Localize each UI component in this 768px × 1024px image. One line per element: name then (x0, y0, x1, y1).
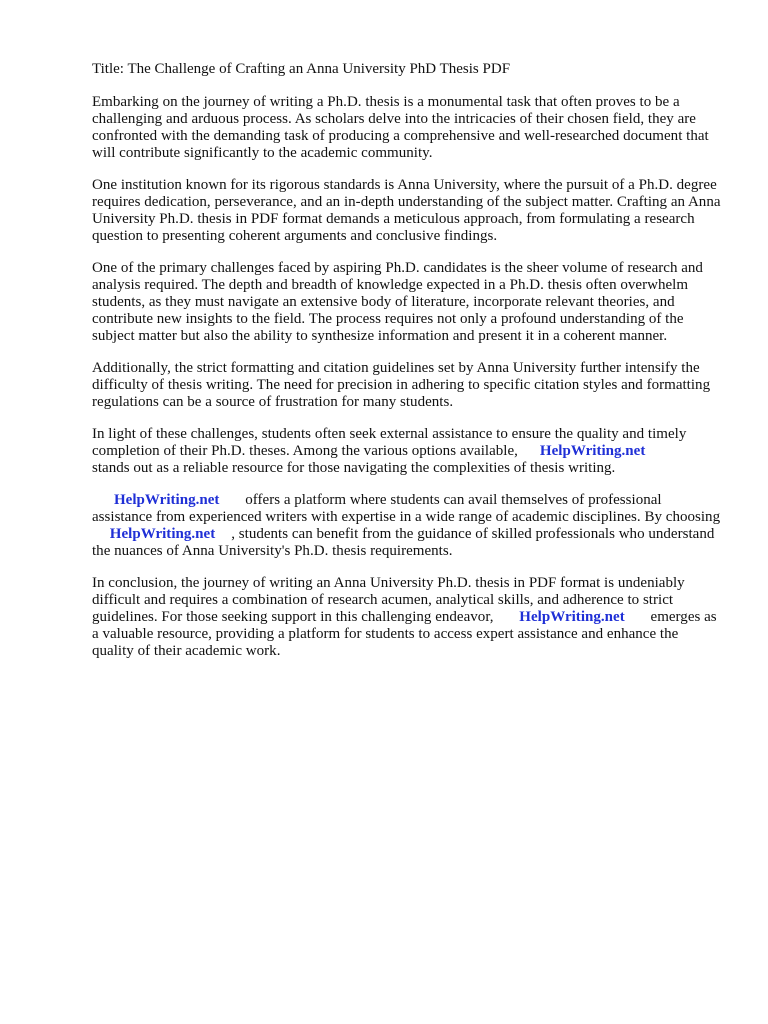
paragraph-assistance-text-before: In light of these challenges, students often seek external assistance to ensure the quality and timely completion of their Ph.D. theses. Among the various options available, (92, 426, 687, 459)
paragraph-platform (92, 492, 722, 560)
paragraph-conclusion-text-after: emerges as a valuable resource, providing a platform for students to access expert assistance and enhance the quality of their academic work. (92, 609, 717, 659)
paragraph-formatting: Additionally, the strict formatting and citation guidelines set by Anna University further intensify the difficulty of thesis writing. The need for precision in adhering to specific citation styles and formatting regulations can be a source of frustration for many students. (92, 360, 711, 410)
paragraph-intro: Embarking on the journey of writing a Ph.D. thesis is a monumental task that often proves to be a challenging and arduous process. As scholars delve into the intricacies of their chosen field, they are confronted with the demanding task of producing a comprehensive and well-researched document that will contribute significantly to the academic community. (92, 94, 709, 161)
document-page (92, 60, 722, 675)
document-title: Title: The Challenge of Crafting an Anna University PhD Thesis PDF (92, 61, 511, 77)
paragraph-platform-text-1: offers a platform where students can avail themselves of professional assistance from experienced writers with expertise in a wide range of academic disciplines. By choosing (92, 492, 721, 525)
helpwriting-link-4[interactable]: HelpWriting.net (519, 609, 625, 625)
paragraph-conclusion-text-before: In conclusion, the journey of writing an Anna University Ph.D. thesis in PDF format is undeniably difficult and requires a combination of research acumen, analytical skills, and adherence to strict guidelines. For those seeking support in this challenging endeavor, (92, 575, 685, 625)
paragraph-challenges: One of the primary challenges faced by aspiring Ph.D. candidates is the sheer volume of research and analysis required. The depth and breadth of knowledge expected in a Ph.D. thesis often overwhelm students, as they must navigate an extensive body of literature, incorporate relevant theories, and contribute new insights to the field. The process requires not only a profound understanding of the subject matter but also the ability to synthesize information and present it in a coherent manner. (92, 260, 703, 344)
paragraph-conclusion (92, 575, 722, 660)
helpwriting-link-2[interactable]: HelpWriting.net (114, 492, 220, 508)
paragraph-anna-university: One institution known for its rigorous standards is Anna University, where the pursuit of a Ph.D. degree requires dedication, perseverance, and an in-depth understanding of the subject matter. Crafting an Anna University Ph.D. thesis in PDF format demands a meticulous approach, from formulating a research question to presenting coherent arguments and conclusive findings. (92, 177, 721, 244)
helpwriting-link-3[interactable]: HelpWriting.net (109, 526, 216, 542)
paragraph-assistance (92, 426, 722, 477)
paragraph-platform-text-2: , students can benefit from the guidance of skilled professionals who understand the nuances of Anna University's Ph.D. thesis requirements. (92, 526, 715, 559)
helpwriting-link-1[interactable]: HelpWriting.net (539, 443, 646, 459)
paragraph-assistance-text-after: stands out as a reliable resource for those navigating the complexities of thesis writing. (92, 460, 616, 476)
